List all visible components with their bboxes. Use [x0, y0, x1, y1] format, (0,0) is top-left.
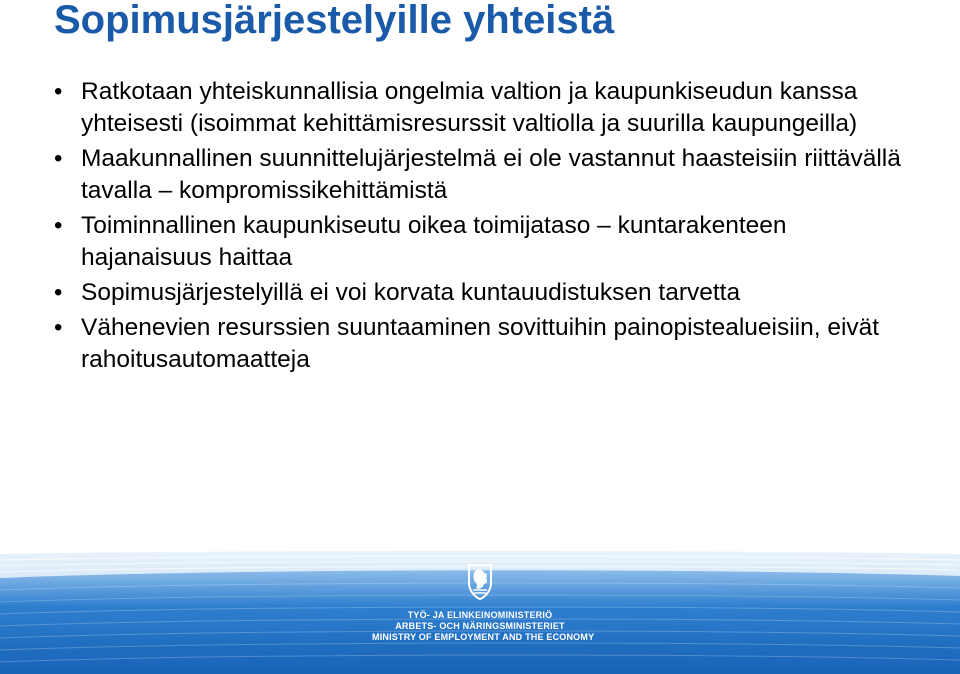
bullet-item	[54, 143, 924, 207]
bullet-item	[54, 76, 924, 140]
bullet-dot-icon: •	[54, 279, 63, 306]
bullet-text: Vähenevien resurssien suuntaaminen sovittuihin painopistealueisiin, eivät rahoitusautomaatteja	[81, 314, 880, 373]
bullet-dot-icon: •	[54, 145, 63, 172]
lion-emblem-icon	[464, 561, 496, 601]
bullet-item	[54, 277, 924, 309]
ministry-name-fi: TYÖ- JA ELINKEINOMINISTERIÖ	[407, 610, 553, 620]
bullet-text: Maakunnallinen suunnittelujärjestelmä ei ole vastannut haasteisiin riittävällä tavalla – kompromissikehittämistä	[81, 145, 901, 204]
bullet-text: Sopimusjärjestelyillä ei voi korvata kuntauudistuksen tarvetta	[81, 279, 741, 306]
bullet-list	[54, 76, 924, 379]
ministry-logo	[372, 561, 595, 643]
ministry-name-sv: ARBETS- OCH NÄRINGSMINISTERIET	[395, 621, 565, 631]
ministry-name-en: MINISTRY OF EMPLOYMENT AND THE ECONOMY	[372, 632, 595, 642]
bullet-item	[54, 312, 924, 376]
bullet-text: Ratkotaan yhteiskunnallisia ongelmia valtion ja kaupunkiseudun kanssa yhteisesti (isoimmat kehittämisresurssit valtiolla ja suurilla kaupungeilla)	[81, 78, 858, 137]
bullet-text: Toiminnallinen kaupunkiseutu oikea toimijataso – kuntarakenteen hajanaisuus haittaa	[81, 212, 787, 271]
bullet-dot-icon: •	[54, 212, 63, 239]
slide-title: Sopimusjärjestelyille yhteistä	[54, 0, 615, 42]
bullet-item	[54, 210, 924, 274]
bullet-dot-icon: •	[54, 314, 63, 341]
bullet-dot-icon: •	[54, 78, 63, 105]
